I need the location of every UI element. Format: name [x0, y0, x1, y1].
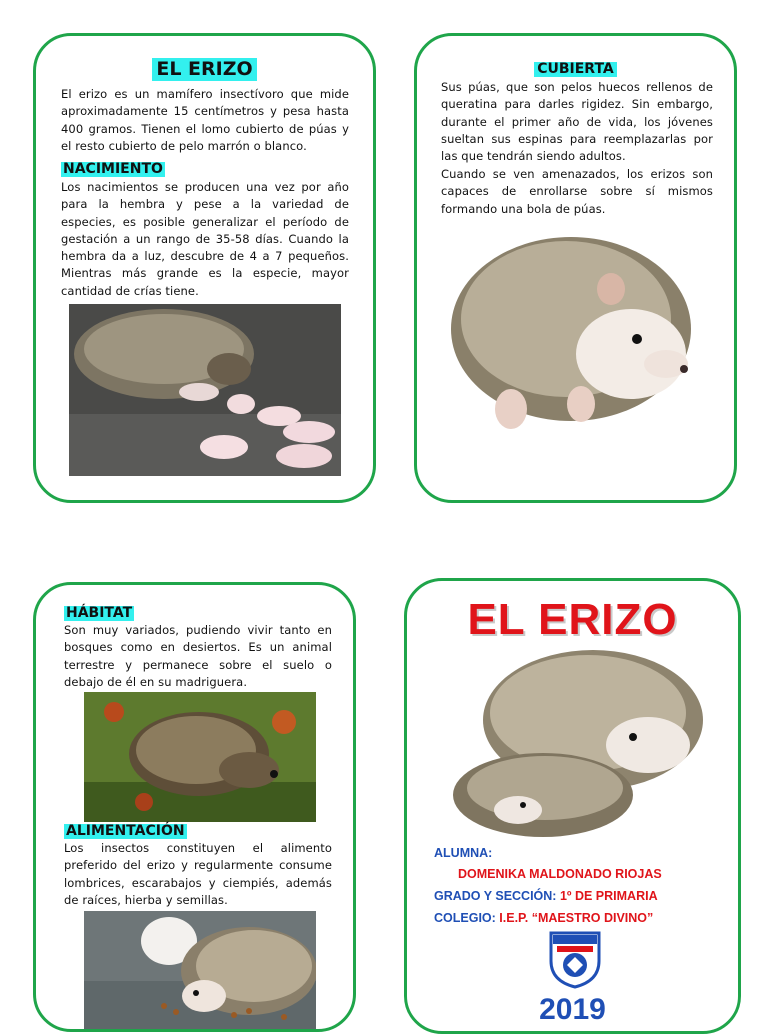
grade-value: 1º DE PRIMARIA	[559, 889, 658, 903]
cover-year: 2019	[539, 993, 606, 1026]
hedgehog-eating-photo	[84, 911, 316, 1029]
card-el-erizo	[33, 33, 376, 503]
card1-subtitle: NACIMIENTO	[63, 161, 163, 177]
grade-line	[434, 889, 658, 903]
hedgehogs-cover-photo	[433, 645, 713, 840]
card2-title: CUBIERTA	[417, 58, 734, 77]
school-line	[434, 911, 653, 925]
card3-subtitle: ALIMENTACIÓN	[66, 823, 185, 839]
card3-body2: Los insectos constituyen el alimento preferido del erizo y regularmente consume lombrices, escarabajos y ciempiés, además de raíces, hierba y semillas.	[64, 841, 332, 907]
school-label: COLEGIO:	[434, 911, 496, 925]
school-value: I.E.P. “MAESTRO DIVINO”	[499, 911, 654, 925]
hedgehog-babies-photo	[69, 304, 341, 476]
card3-title: HÁBITAT	[66, 605, 133, 621]
student-label: ALUMNA:	[434, 846, 493, 860]
hedgehog-white-photo	[441, 219, 714, 441]
cover-title: EL ERIZO	[467, 595, 678, 644]
card1-body: Los nacimientos se producen una vez por año para la hembra y pese a la variedad de especies, es posible generalizar el período de gestación a un rango de 35-58 días. Cuando la hembra da a luz, descubre de 4 a 7 pequeños. Mientras más grande es la especie, mayor cantidad de crías tiene.	[61, 180, 349, 298]
card-cover	[404, 578, 741, 1034]
card-cubierta	[414, 33, 737, 503]
card2-body1: Sus púas, que son pelos huecos rellenos de queratina para darles rigidez. Sin embargo, durante el primer año de vida, los jóvenes sueltan sus espinas para reemplazarlas por las que tendrán siendo adultos.	[441, 80, 713, 164]
card1-title: EL ERIZO	[36, 58, 373, 81]
card1-intro: El erizo es un mamífero insectívoro que mide aproximadamente 15 centímetros y pesa hasta 400 gramos. Tienen el lomo cubierto de púas y el resto cubierto de pelo marrón o blanco.	[61, 87, 349, 153]
grade-label: GRADO Y SECCIÓN:	[434, 889, 557, 903]
hedgehog-grass-photo	[84, 692, 316, 822]
card2-body2: Cuando se ven amenazados, los erizos son capaces de enrollarse sobre sí mismos formando una bola de púas.	[441, 167, 713, 216]
school-crest-icon	[549, 931, 601, 989]
card-habitat	[33, 582, 356, 1032]
card3-body: Son muy variados, pudiendo vivir tanto en bosques como en desiertos. Es un animal terrestre y permanece sobre el suelo o debajo de él en su madriguera.	[64, 623, 332, 689]
student-name: DOMENIKA MALDONADO RIOJAS	[458, 867, 662, 881]
